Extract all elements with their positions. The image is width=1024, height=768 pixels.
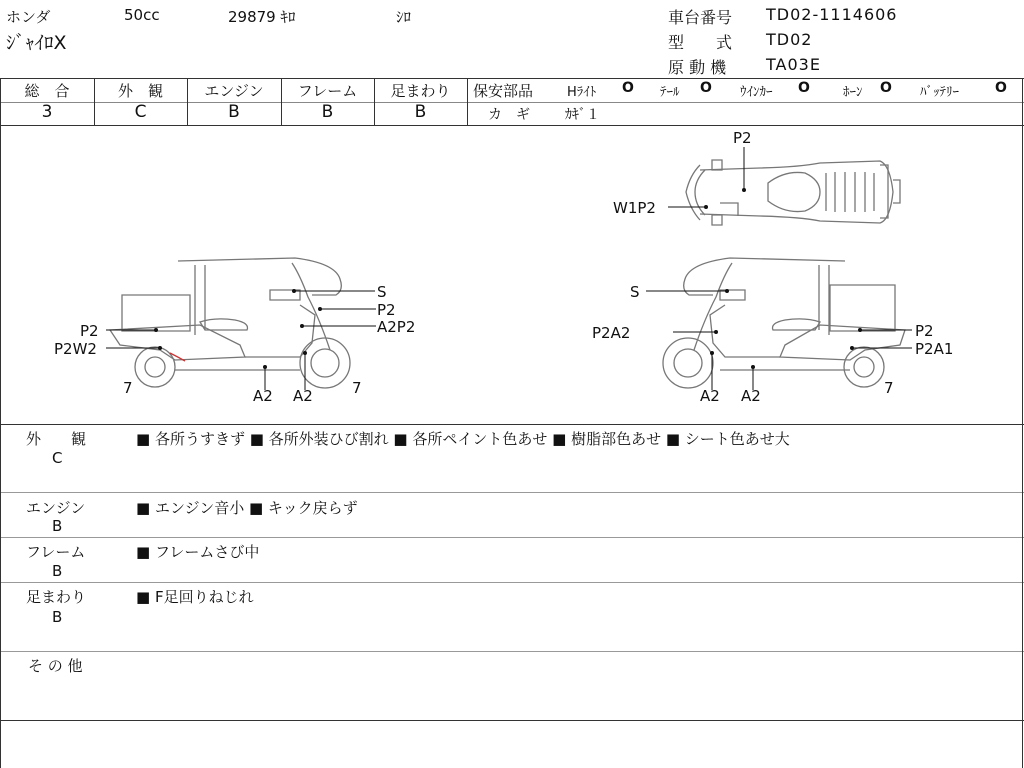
safety-label: 保安部品 bbox=[473, 82, 534, 100]
remark-exterior-text: ■ 各所うすきず ■ 各所外装ひび割れ ■ 各所ペイント色あせ ■ 樹脂部色あせ ■ シート色あせ大 bbox=[136, 430, 790, 448]
mileage: 29879 ｷﾛ bbox=[228, 8, 296, 26]
safety-battery-label: ﾊﾞｯﾃﾘｰ bbox=[920, 85, 959, 100]
label-left-p2w2: P2W2 bbox=[54, 340, 97, 358]
safety-tail-label: ﾃｰﾙ bbox=[660, 85, 680, 100]
label-left-s: S bbox=[377, 283, 387, 301]
engine-model: TA03E bbox=[766, 55, 821, 74]
label-right-p2a2: P2A2 bbox=[592, 324, 631, 342]
label-top-w1p2: W1P2 bbox=[613, 199, 656, 217]
remark-suspension-text: ■ F足回りねじれ bbox=[136, 588, 254, 606]
grade-overall-value: 3 bbox=[41, 102, 53, 122]
color: ｼﾛ bbox=[396, 8, 412, 26]
remark-engine-text: ■ エンジン音小 ■ キック戻らず bbox=[136, 499, 358, 517]
model-code-label: 型 式 bbox=[668, 33, 733, 52]
top-view-scooter bbox=[686, 160, 900, 225]
label-right-a2a: A2 bbox=[700, 387, 720, 405]
left-side-scooter bbox=[110, 258, 350, 388]
label-left-a2p2: A2P2 bbox=[377, 318, 416, 336]
safety-headlight-mark: O bbox=[622, 80, 634, 96]
remark-frame-text: ■ フレームさび中 bbox=[136, 543, 260, 561]
key-label: カ ギ bbox=[488, 107, 530, 123]
grade-engine-label: エンジン bbox=[204, 82, 264, 100]
grade-overall-label: 総 合 bbox=[24, 82, 70, 100]
label-left-a2b: A2 bbox=[293, 387, 313, 405]
engine-label: 原 動 機 bbox=[668, 58, 727, 77]
label-top-p2: P2 bbox=[733, 129, 752, 147]
label-right-7: 7 bbox=[884, 379, 894, 397]
label-right-s: S bbox=[630, 283, 640, 301]
remark-engine-label: エンジン bbox=[26, 499, 86, 517]
remark-frame-label: フレーム bbox=[26, 543, 86, 561]
label-left-7a: 7 bbox=[123, 379, 133, 397]
safety-headlight-label: Hﾗｲﾄ bbox=[567, 85, 597, 100]
grade-engine-value: B bbox=[228, 102, 240, 122]
label-left-7b: 7 bbox=[352, 379, 362, 397]
remark-other-label: そ の 他 bbox=[28, 657, 83, 675]
label-right-p2a1: P2A1 bbox=[915, 340, 954, 358]
grade-exterior-value: C bbox=[134, 102, 147, 122]
frame-no-label: 車台番号 bbox=[668, 8, 733, 27]
damage-diagram bbox=[0, 125, 1024, 425]
grade-frame-label: フレーム bbox=[297, 82, 358, 100]
remark-suspension-grade: B bbox=[52, 608, 63, 626]
grade-exterior-label: 外 観 bbox=[117, 82, 163, 100]
safety-battery-mark: O bbox=[995, 80, 1007, 96]
right-side-scooter bbox=[663, 258, 905, 388]
safety-horn-mark: O bbox=[880, 80, 892, 96]
label-left-p2: P2 bbox=[377, 301, 396, 319]
remark-suspension-label: 足まわり bbox=[26, 588, 87, 606]
model-name: ｼﾞｬｲﾛX bbox=[6, 32, 67, 54]
grade-suspension-label: 足まわり bbox=[390, 82, 451, 100]
label-left-p2-rear: P2 bbox=[80, 322, 99, 340]
remark-exterior-grade: C bbox=[52, 449, 63, 467]
safety-tail-mark: O bbox=[700, 80, 712, 96]
grade-frame-value: B bbox=[321, 102, 334, 122]
key-value: ｶｷﾞ１ bbox=[565, 107, 600, 123]
frame-no: TD02-1114606 bbox=[766, 5, 898, 24]
displacement: 50cc bbox=[124, 6, 160, 24]
maker: ホンダ bbox=[6, 8, 51, 26]
remark-frame-grade: B bbox=[52, 562, 63, 580]
safety-horn-label: ﾎｰﾝ bbox=[843, 85, 863, 100]
safety-winker-label: ｳｲﾝｶｰ bbox=[740, 85, 773, 100]
remark-exterior-label: 外 観 bbox=[26, 430, 87, 448]
label-right-p2: P2 bbox=[915, 322, 934, 340]
model-code: TD02 bbox=[766, 30, 813, 49]
label-right-a2b: A2 bbox=[741, 387, 761, 405]
remark-engine-grade: B bbox=[52, 517, 63, 535]
safety-winker-mark: O bbox=[798, 80, 810, 96]
label-left-a2a: A2 bbox=[253, 387, 273, 405]
grade-suspension-value: B bbox=[414, 102, 427, 122]
